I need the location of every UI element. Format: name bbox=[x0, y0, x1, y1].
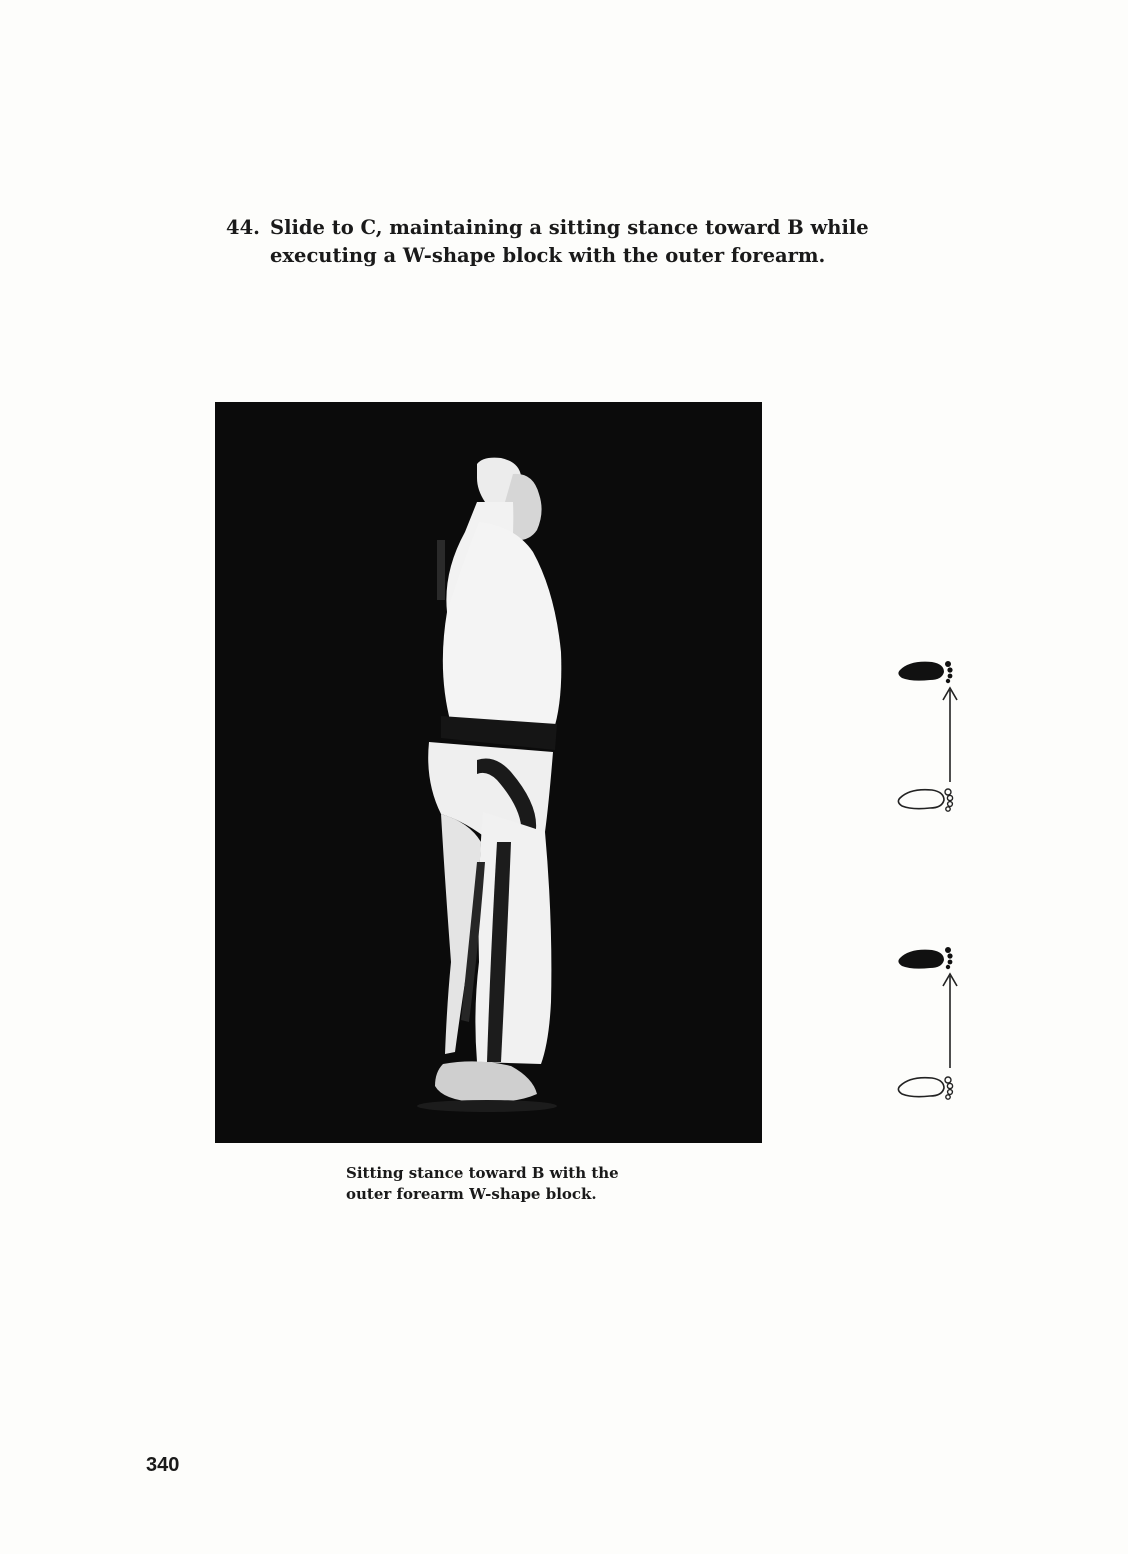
footstep-group-1 bbox=[898, 661, 957, 811]
martial-artist-figure bbox=[215, 402, 762, 1143]
step-number: 44. bbox=[226, 216, 260, 239]
page-number: 340 bbox=[146, 1454, 180, 1476]
photo-caption bbox=[346, 1163, 706, 1205]
solid-foot-icon bbox=[898, 947, 952, 969]
footstep-diagram bbox=[890, 650, 980, 1110]
outline-foot-icon bbox=[898, 789, 952, 811]
stance-photo bbox=[215, 402, 762, 1143]
instruction-line-1: Slide to C, maintaining a sitting stance toward B while bbox=[270, 216, 869, 239]
arrow-up-icon bbox=[943, 688, 957, 782]
instruction-line-2: executing a W-shape block with the outer forearm. bbox=[270, 244, 826, 267]
outline-foot-icon bbox=[898, 1077, 952, 1099]
solid-foot-icon bbox=[898, 661, 952, 683]
arrow-up-icon bbox=[943, 974, 957, 1068]
footstep-group-2 bbox=[898, 947, 957, 1099]
caption-line-2: outer forearm W-shape block. bbox=[346, 1185, 597, 1203]
step-instruction bbox=[226, 214, 926, 270]
caption-line-1: Sitting stance toward B with the bbox=[346, 1164, 619, 1182]
